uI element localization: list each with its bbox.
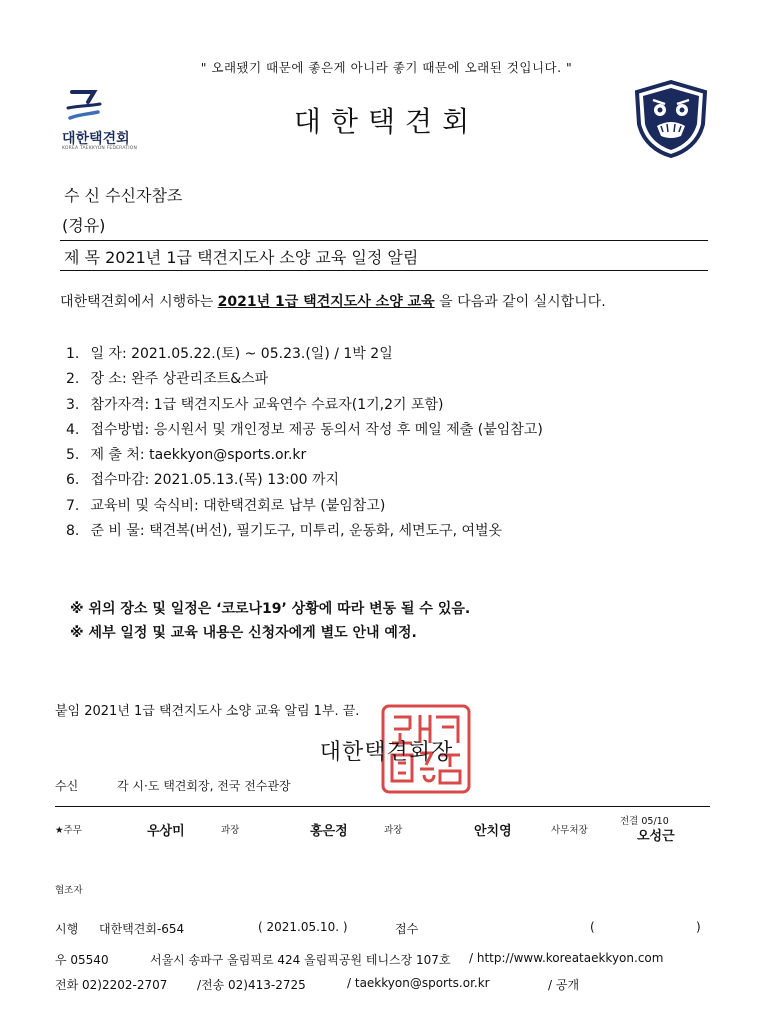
recipients-line [55,777,291,794]
via-line: (경유) [62,216,106,235]
list-item: 8. 준 비 물: 택견복(버선), 필기도구, 미투리, 운동화, 세면도구, 여벌옷 [66,523,503,540]
approver-name: 홍은정 [310,824,348,839]
list-item: 1. 일 자: 2021.05.22.(토) ~ 05.23.(일) / 1박 2일 [66,346,393,362]
detail-list [66,342,543,544]
disclosure: / 공개 [548,978,580,992]
recipients-label: 수신 [55,779,79,793]
enforcement-row [55,920,715,938]
subject-line: 제 목 2021년 1급 택견지도사 소양 교육 일정 알림 [64,248,419,267]
fax: /전송 02)413-2725 [197,978,306,992]
position-label: 과장 [221,825,240,836]
phone: 전화 02)2202-2707 [55,978,168,992]
list-item: 3. 참가자격: 1급 택견지도사 교육연수 수료자(1기,2기 포함) [66,396,444,413]
address-row [55,951,715,969]
approval-row [55,818,715,848]
note-line: ※ 위의 장소 및 일정은 ‘코로나19’ 상황에 따라 변동 될 수 있음. [70,601,471,617]
receipt-close: ) [696,920,701,934]
receipt-label: 접수 [395,922,419,936]
position-label: 사무처장 [551,825,588,836]
list-item: 7. 교육비 및 숙식비: 대한택견회로 납부 (붙임참고) [66,497,386,514]
recipients-text: 각 시·도 택견회장, 전국 전수관장 [117,779,291,793]
contact-row [55,976,715,994]
emblem-icon [633,80,709,158]
list-item: 4. 접수방법: 응시원서 및 개인정보 제공 동의서 작성 후 메일 제출 (붙임참고) [66,421,543,438]
attachment-line: 붙임 2021년 1급 택견지도사 소양 교육 알림 1부. 끝. [55,704,360,719]
intro-paragraph [60,291,606,311]
divider [55,806,710,807]
enforce-date: ( 2021.05.10. ) [258,920,348,934]
address: 서울시 송파구 올림픽로 424 올림픽공원 테니스장 107호 [150,953,451,967]
enforce-number: 대한택견회-654 [99,922,185,936]
final-label: 전결 05/10 [620,816,669,827]
divider [60,270,708,271]
list-item: 2. 장 소: 완주 상관리조트&스파 [66,371,269,388]
note-line: ※ 세부 일정 및 교육 내용은 신청자에게 별도 안내 예정. [70,625,417,641]
org-title: 대한택견회 [293,105,480,138]
notes [70,597,470,645]
ceo-title: 대한택견회장 [319,740,454,765]
cooperation-label: 협조자 [55,885,83,896]
position-label: 과장 [384,825,403,836]
intro-after: 을 다음과 같이 실시합니다. [439,294,606,310]
intro-before: 대한택견회에서 시행하는 [60,294,214,310]
recipient-line: 수 신 수신자참조 [64,186,183,205]
logo-english: KOREA TAEKKYON FEDERATION [62,146,138,151]
zip-code: 우 05540 [55,953,109,967]
enforce-label: 시행 [55,922,79,936]
motto: " 오래됐기 때문에 좋은게 아니라 좋기 때문에 오래된 것입니다. " [200,60,573,75]
website-link[interactable]: / http://www.koreataekkyon.com [469,951,664,965]
drafter-label: ★주무 [55,825,82,836]
final-approver-name: 오성근 [637,829,675,844]
approver-name: 안치영 [474,824,512,839]
logo-name: 대한택견회 [62,131,130,147]
divider [60,240,708,241]
email-link[interactable]: / taekkyon@sports.or.kr [347,976,490,990]
list-item: 5. 제 출 처: taekkyon@sports.or.kr [66,447,307,464]
intro-emphasis: 2021년 1급 택견지도사 소양 교육 [217,294,435,310]
list-item: 6. 접수마감: 2021.05.13.(목) 13:00 까지 [66,472,340,489]
receipt-open: ( [590,920,595,934]
drafter-name: 우상미 [147,824,185,839]
